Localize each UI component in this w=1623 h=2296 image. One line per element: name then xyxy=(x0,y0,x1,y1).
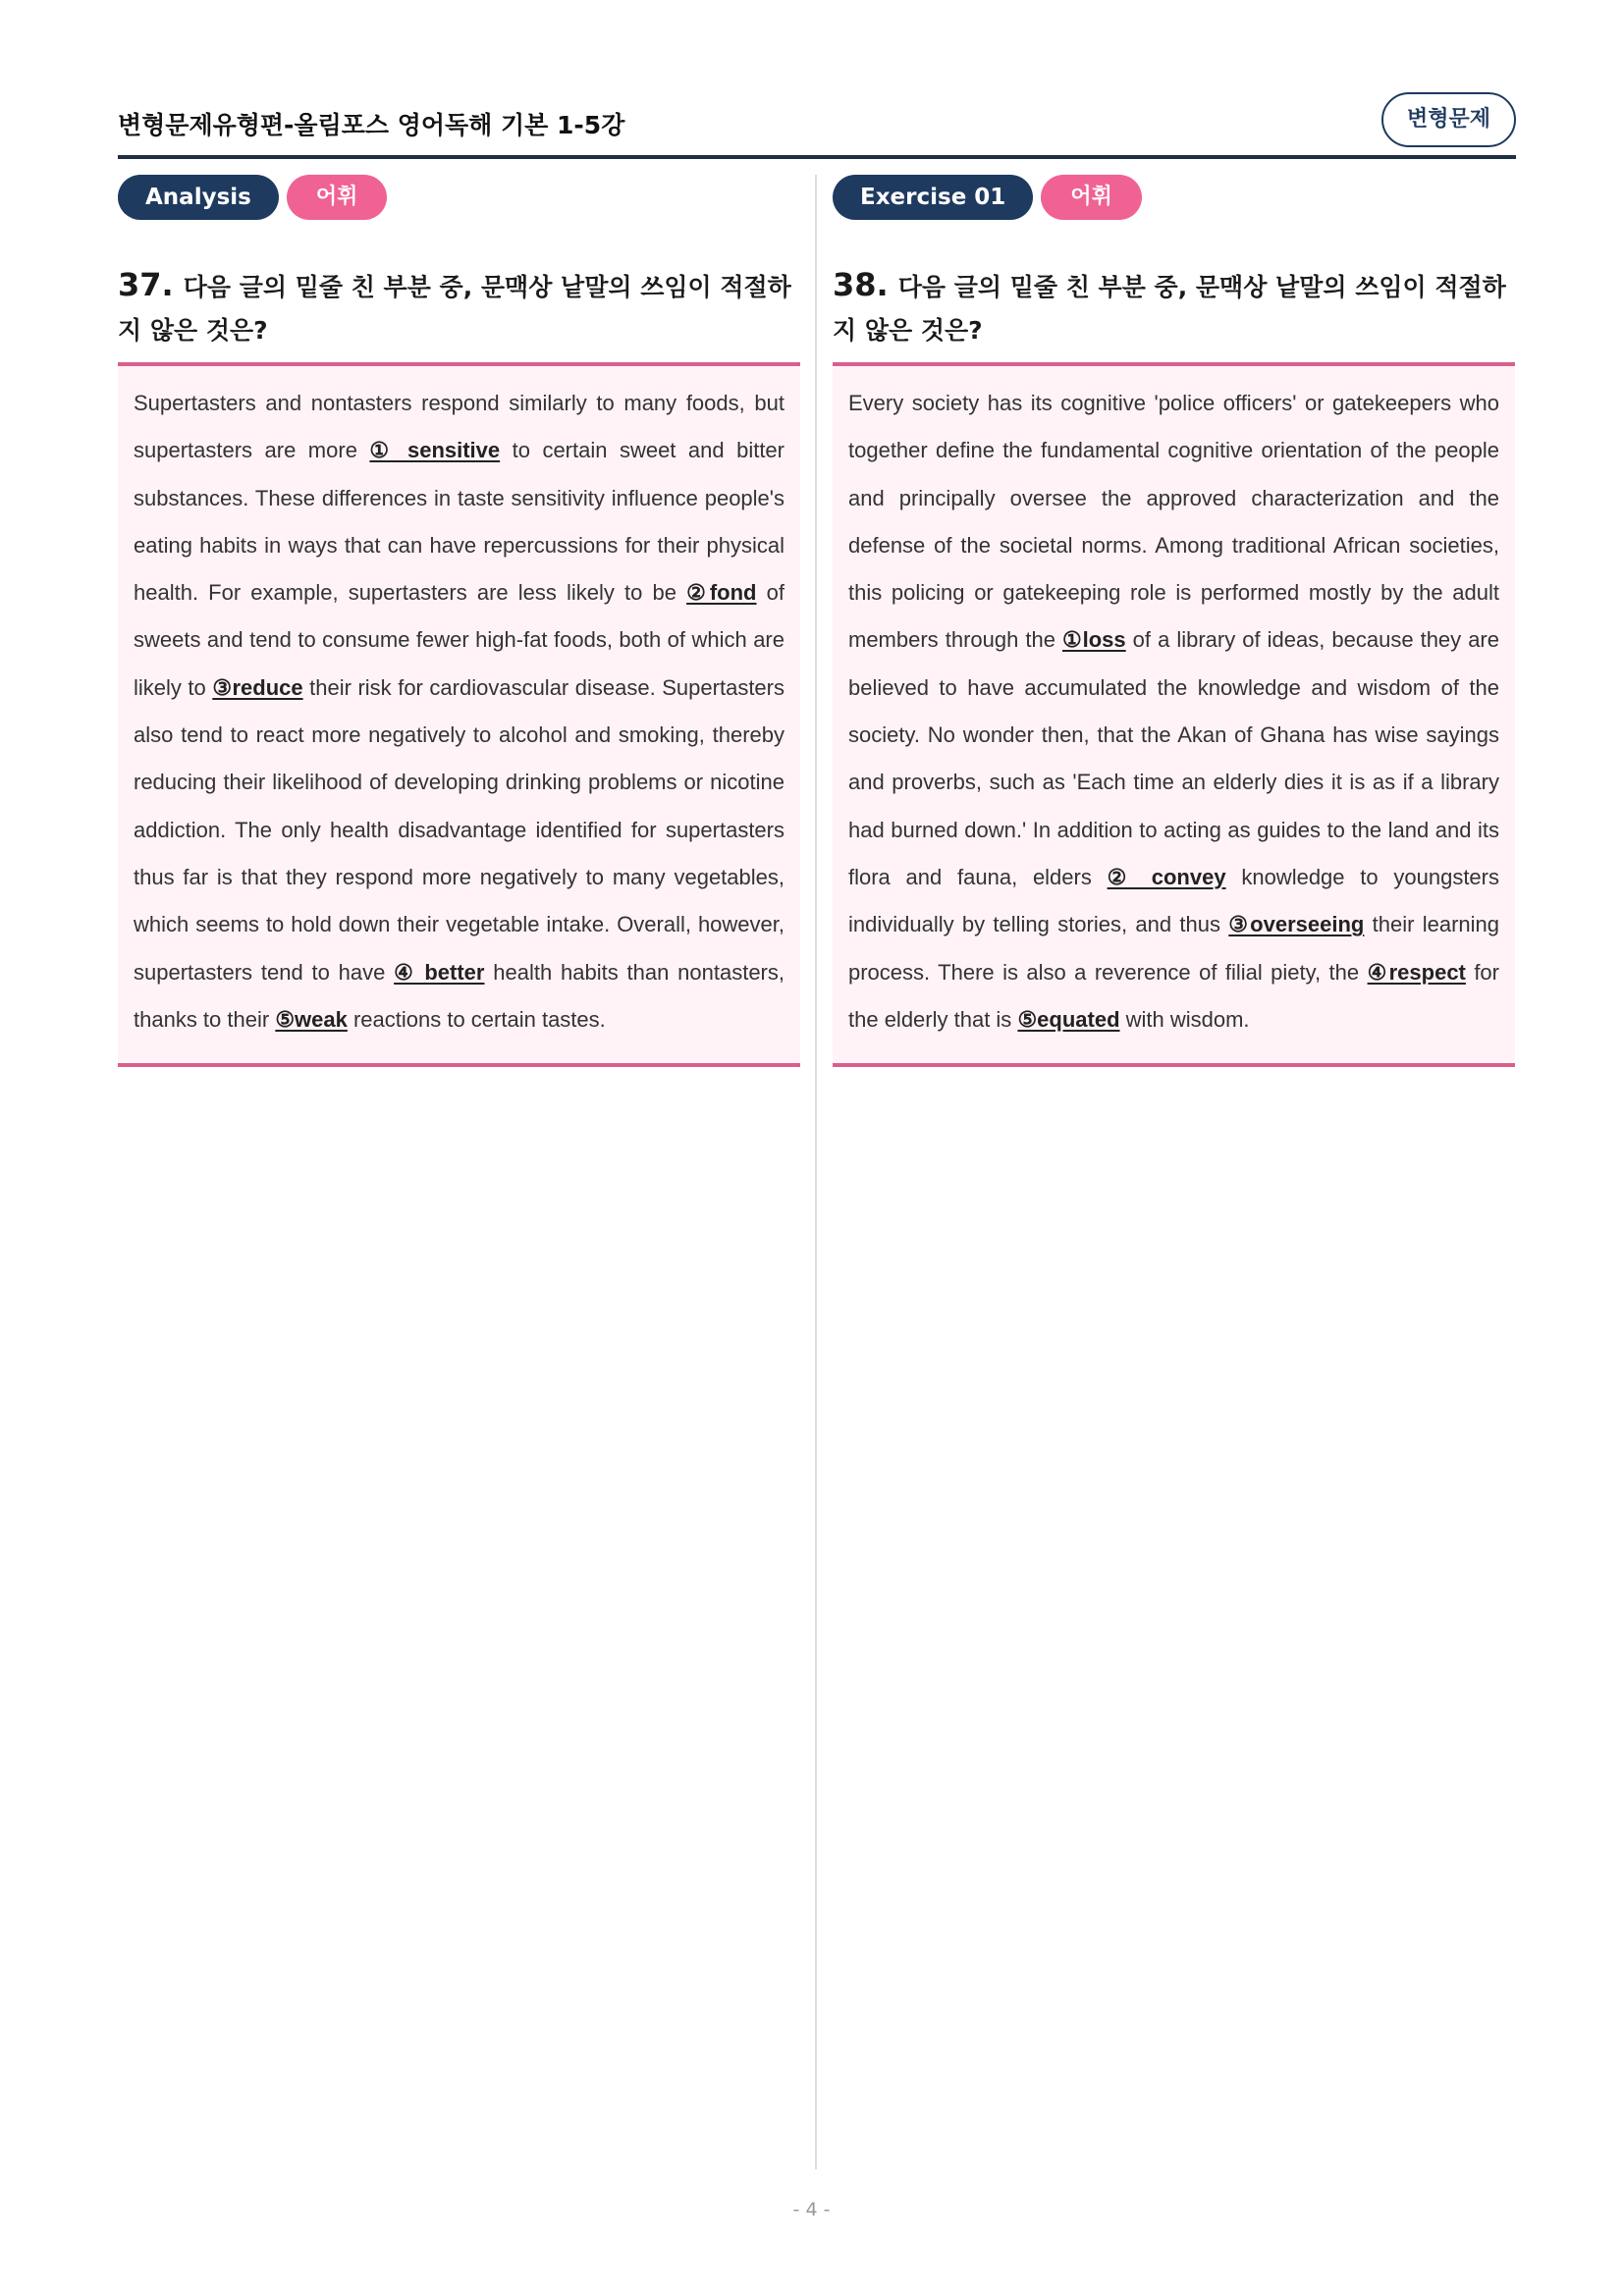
passage-text: reactions to certain tastes. xyxy=(347,1006,606,1032)
underlined-choice-5: ⑤weak xyxy=(275,1006,348,1032)
passage-rule xyxy=(118,1063,800,1067)
underlined-choice-3: ③reduce xyxy=(212,674,303,700)
passage-box xyxy=(833,366,1515,1063)
question-38 xyxy=(833,263,1515,352)
tag-row xyxy=(833,175,1515,222)
question-37 xyxy=(118,263,800,352)
question-number: 37. xyxy=(118,266,174,303)
underlined-choice-3: ③overseeing xyxy=(1228,912,1365,937)
analysis-tag: Analysis xyxy=(118,175,279,220)
passage-text: knowledge to youngsters individually by telling stories, and thus xyxy=(848,864,1499,937)
tag-row xyxy=(118,175,800,222)
underlined-choice-1: ①loss xyxy=(1061,627,1126,653)
left-column xyxy=(118,175,800,1067)
question-text: 다음 글의 밑줄 친 부분 중, 문맥상 낱말의 쓰임이 적절하지 않은 것은? xyxy=(118,273,791,345)
page-number: - 4 - xyxy=(792,2199,831,2220)
question-number: 38. xyxy=(833,266,889,303)
passage-text: of sweets and tend to consume fewer high-fat foods, both of which are likely to xyxy=(134,580,784,700)
question-text: 다음 글의 밑줄 친 부분 중, 문맥상 낱말의 쓰임이 적절하지 않은 것은? xyxy=(833,273,1506,345)
passage-text: for the elderly that is xyxy=(848,959,1499,1032)
type-badge: 변형문제 xyxy=(1381,92,1516,147)
exercise-tag: Exercise 01 xyxy=(833,175,1033,220)
document-title: 변형문제유형편-올림포스 영어독해 기본 1-5강 xyxy=(118,111,625,139)
header-rule xyxy=(118,155,1516,159)
page-header xyxy=(118,92,1516,159)
column-divider xyxy=(815,175,817,2169)
underlined-choice-4: ④respect xyxy=(1367,959,1466,985)
passage-text: of a library of ideas, because they are believed to have accumulated the knowledge and wisdom of the society. No wonder then, that the Akan of Ghana has wise sayings and proverbs, such as 'Each time an elderly dies it is as if a library had burned down.' In addition to acting as guides to the land and its flora and fauna, elders xyxy=(848,627,1499,889)
underlined-choice-1: ① sensitive xyxy=(369,438,501,463)
passage-text: with wisdom. xyxy=(1119,1006,1250,1032)
passage-box xyxy=(118,366,800,1063)
underlined-choice-4: ④ better xyxy=(394,959,485,985)
passage-rule xyxy=(833,1063,1515,1067)
vocabulary-tag: 어휘 xyxy=(1041,175,1142,220)
underlined-choice-5: ⑤equated xyxy=(1017,1006,1120,1032)
passage-text: their risk for cardiovascular disease. Supertasters also tend to react more negatively to alcohol and smoking, thereby reducing their likelihood of developing drinking problems or nicotine addiction. The only health disadvantage identified for supertasters thus far is that they respond more negatively to many vegetables, which seems to hold down their vegetable intake. Overall, however, supertasters tend to have xyxy=(134,674,784,985)
passage-text: health habits than nontasters, thanks to their xyxy=(134,959,784,1032)
underlined-choice-2: ②fond xyxy=(686,580,757,606)
passage-text: Supertasters and nontasters respond similarly to many foods, but supertasters are more xyxy=(134,391,784,463)
right-column xyxy=(833,175,1515,1067)
vocabulary-tag: 어휘 xyxy=(287,175,388,220)
passage-text: their learning process. There is also a reverence of filial piety, the xyxy=(848,912,1499,985)
underlined-choice-2: ② convey xyxy=(1107,864,1226,889)
passage-text: to certain sweet and bitter substances. These differences in taste sensitivity influence people's eating habits in ways that can have repercussions for their physical health. For example, supertasters are less likely to be xyxy=(134,438,784,606)
passage-text: Every society has its cognitive 'police officers' or gatekeepers who together define the fundamental cognitive orientation of the people and principally oversee the approved characterization and the defense of the societal norms. Among traditional African societies, this policing or gatekeeping role is performed mostly by the adult members through the xyxy=(848,391,1499,653)
